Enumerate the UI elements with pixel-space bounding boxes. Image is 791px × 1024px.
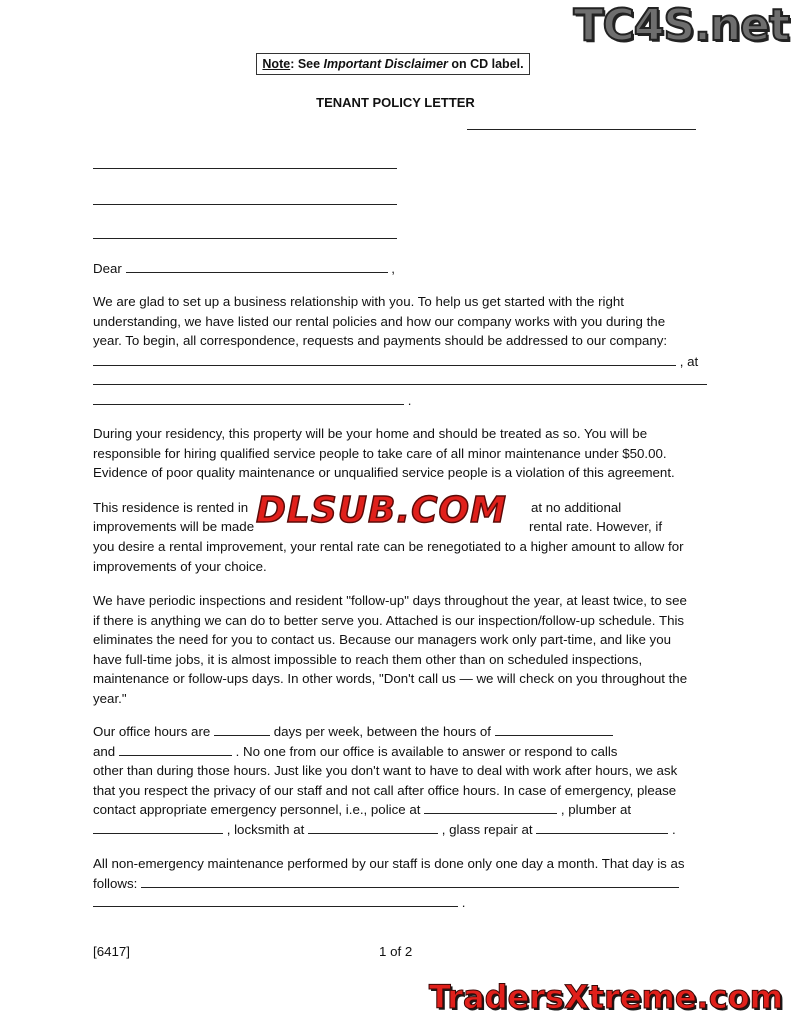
start-hour-blank [495,722,613,736]
plumber-blank [93,820,223,834]
locksmith-blank [308,820,438,834]
intro-end: . [407,393,412,408]
form-code: [6417] [93,944,130,959]
disclaimer-note [256,53,530,75]
date-line [467,129,696,130]
office-hours-h: , glass repair at [441,821,533,837]
tc4s-watermark: TC4S.net [573,0,789,51]
intro-at: , at [679,354,699,369]
company-city-blank [93,391,404,405]
days-per-week-blank [214,722,270,736]
note-emphasis: Important Disclaimer [323,57,448,71]
salutation [93,259,395,277]
company-address-blank [93,384,707,385]
address-line-3 [93,238,397,239]
inspection-paragraph: We have periodic inspections and resident "follow-up" days throughout the year, at least twice, to see if there is anything we can do to better serve you. Attached is our inspection/follow-up schedule. This eliminates the need for you to contact us. Because our managers work only part-time, and like you have full-time jobs, it is almost impossible to reach them other than on scheduled inspections, maintenance or follow-ups days. In other words, "Don't call us — we will check on you throughout the year." [93,593,688,706]
company-name-blank [93,352,676,366]
end-hour-blank [119,742,232,756]
note-suffix: on CD label. [447,57,524,71]
maintenance-day-blank-2 [93,893,458,907]
police-blank [424,800,557,814]
note-label: Note [262,57,291,71]
address-line-2 [93,204,397,205]
residency-paragraph: During your residency, this property will be your home and should be treated as so. You will be responsible for hiring qualified service people to take care of all minor maintenance under $50.00. Evidence of poor quality maintenance or unqualified service people is a violation of this agreement. [93,426,675,480]
rental-line-2-end: rental rate. However, if [529,519,663,534]
page-number: 1 of 2 [379,944,413,959]
salutation-label: Dear [93,261,122,276]
office-hours-line-2 [93,742,617,762]
rental-line-1-end: at no additional [531,500,622,515]
company-address-row-3 [93,391,411,409]
maintenance-end: . [461,895,466,910]
office-hours-d: . No one from our office is available to answer or respond to calls [235,744,618,759]
office-hours-i: . [672,821,676,837]
office-hours-c: and [93,744,116,759]
salutation-end: , [391,261,395,276]
maintenance-a: All non-emergency maintenance performed by our staff is done only one day a month. That day is as follows: [93,856,685,891]
maintenance-day-blank [141,874,679,888]
tenant-name-blank [126,259,388,273]
maintenance-paragraph [93,854,705,913]
office-hours-e: other than during those hours. Just like you don't want to have to deal with work after hours, we ask that you respect the privacy of our staff and not call after office hours. In case of emergency, please contact appropriate emergency personnel, i.e., police at [93,763,678,817]
rental-line-2-start: improvements will be made [93,519,255,534]
tradersxtreme-watermark: TradersXtreme.com [428,978,783,1016]
office-hours-g: , locksmith at [226,821,305,837]
note-prefix: : See [290,57,324,71]
company-address-row-1 [93,352,698,370]
office-hours-b: days per week, between the hours of [273,724,492,739]
glass-repair-blank [536,820,668,834]
dlsub-watermark: DLSUB.COM [256,490,507,531]
rental-line-1-start: This residence is rented in [93,500,249,515]
document-title: TENANT POLICY LETTER [316,95,475,110]
address-line-1 [93,168,397,169]
office-hours-f: , plumber at [560,802,632,817]
emergency-paragraph [93,761,693,839]
office-hours-a: Our office hours are [93,724,211,739]
intro-paragraph: We are glad to set up a business relationship with you. To help us get started with the right understanding, we have listed our rental policies and how our company works with you during the year. To begin, all correspondence, requests and payments should be addressed to our company: [93,294,668,348]
rental-paragraph-rest: you desire a rental improvement, your rental rate can be renegotiated to a higher amount to allow for improvements of your choice. [93,539,684,574]
office-hours-line-1 [93,722,613,742]
